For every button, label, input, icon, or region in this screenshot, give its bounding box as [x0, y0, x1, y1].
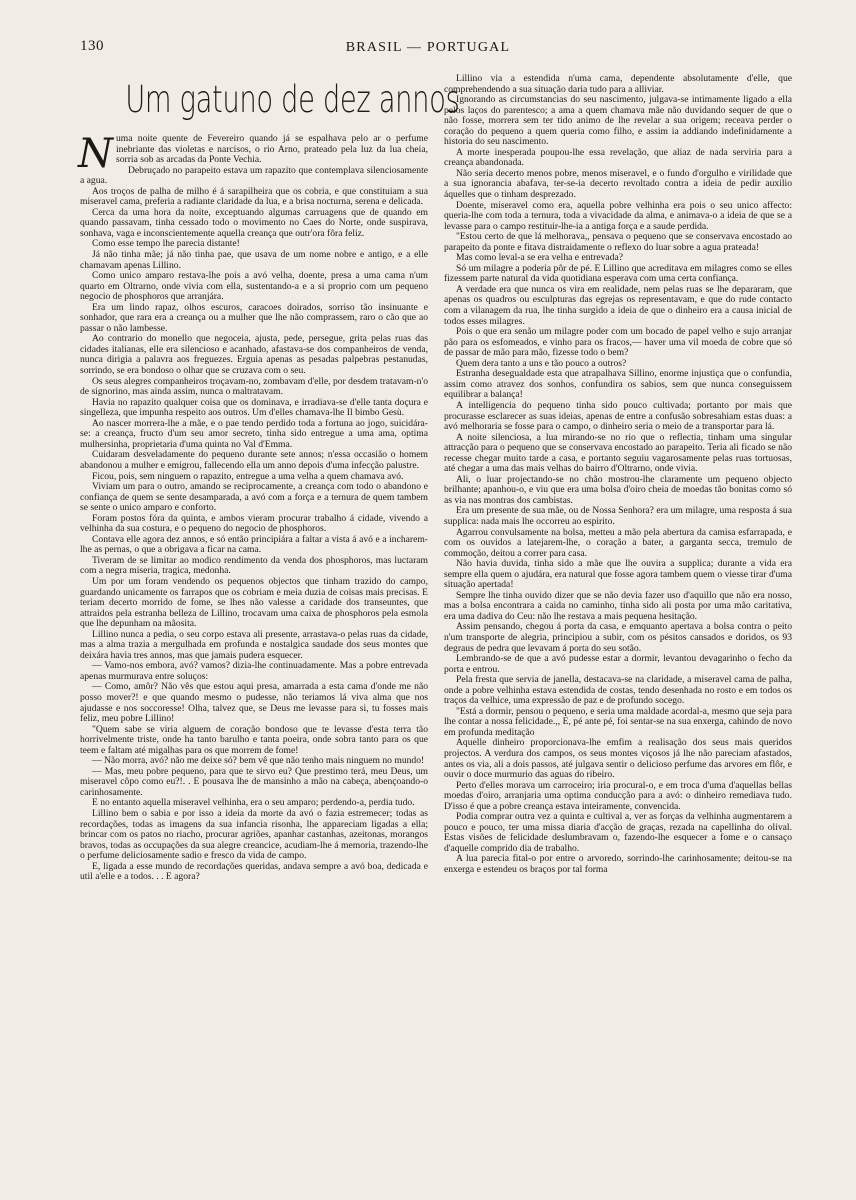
- paragraph-text: Debruçado no parapeito estava um rapazito que contemplava silenciosamente a agua.: [80, 164, 428, 187]
- paragraph: [444, 622, 792, 654]
- paragraph-text: "Está a dormir, pensou o pequeno, e seria uma maldade acordal-a, mesmo que seja para lhe contar a nossa felicidade.,, E, pé ante pé, foi sentar-se na sua enxerga, cahindo de novo em profunda meditação: [444, 705, 792, 738]
- paragraph: [444, 812, 792, 854]
- paragraph: [444, 433, 792, 475]
- paragraph-text: Era um lindo rapaz, olhos escuros, caracoes doirados, sorriso tão insinuante e sonhador, que rara era a creança ou a mulher que lhe não comprassem, raro o cão que ao passar o não lambesse.: [80, 301, 428, 334]
- paragraph-text: A verdade era que nunca os vira em realidade, nem pelas ruas se lhe depararam, que apenas os quadros ou esculpturas das egrejas os representavam, e que do rude contacto com a vilanagem da rua, lhe tinha surgido a ideia de que o dinheiro era a causa inicial de todos esses milagres.: [444, 283, 792, 327]
- paragraph: [444, 475, 792, 507]
- paragraph: [80, 514, 428, 535]
- paragraph: [444, 148, 792, 169]
- paragraph-text: Cuidaram desveladamente do pequeno durante sete annos; n'essa occasião o homem abandonou a mulher e emigrou, fallecendo ella um anno depois d'uma infecção palustre.: [80, 449, 428, 471]
- paragraph-text: A noite silenciosa, a lua mirando-se no rio que o reflectia, tinham uma singular attracção para o pequeno que se conservava encostado ao parapeito. Teria ali ficado se não recesse chegar muito tarde a casa, e portanto seguiu vagarosamente pelas ruas tortuosas, até chegar a uma das mais velhas do bairro d'Oltrarno, onde vivia.: [444, 431, 792, 475]
- paragraph-text: Um por um foram vendendo os pequenos objectos que tinham trazido do campo, guardando unicamente os farrapos que os cobriam e meia duzia de coisas mais precisas. E teriam decerto morrido de fome, se lhes não valesse a caridade dos transeuntes, que attraidos pela estranha belleza de Lillino, trocavam uma caixa de phosphoros pela esmola que lhe depunham na mãosita.: [80, 575, 428, 630]
- paragraph-text: E, ligada a esse mundo de recordações queridas, andava sempre a avó boa, dedicada e util a'elle e a todos. . . E agora?: [80, 860, 428, 883]
- paragraph: [444, 559, 792, 591]
- paragraph: [80, 208, 428, 240]
- paragraph-text: Foram postos fóra da quinta, e ambos vieram procurar trabalho á cidade, vivendo a velhinha da sua costura, e o pequeno do negocio de phosphoros.: [80, 512, 428, 535]
- paragraph: [80, 630, 428, 662]
- paragraph: [444, 591, 792, 623]
- paragraph-text: Pela fresta que servia de janella, destacava-se na claridade, a miseravel cama de palha, onde a pobre velhinha estava estendida de costas, tendo desenhada no rosto e em todos os traços da velhice, uma expressão de paz e de profundo socego.: [444, 674, 792, 707]
- paragraph-text: Doente, miseravel como era, aquella pobre velhinha era pois o seu unico affecto: queria-lhe com toda a ternura, toda a vivacidade da alma, e animava-o a ideia de que se a levasse para o campo restituir-lhe-ia a antiga força e a saude perdida.: [444, 199, 792, 232]
- paragraph-text: — Não morra, avó? não me deixe só? bem vê que não tenho mais ninguem no mundo!: [92, 755, 425, 767]
- paragraph-text: Sempre lhe tinha ouvido dizer que se não devia fazer uso d'aquillo que não era nosso, mas a bolsa encontrara a caida no caminho, tinha sido ali posta por uma mão caritativa, era uma dadiva do Ceu: não lhe restava a mais pequena hesitação.: [444, 589, 792, 622]
- paragraph-text: E no entanto aquella miseravel velhinha, era o seu amparo; perdendo-a, perdia tudo.: [92, 797, 415, 809]
- paragraph: [80, 250, 428, 271]
- paragraph: [80, 419, 428, 451]
- paragraph-text: A lua parecia fital-o por entre o arvoredo, sorrindo-lhe carinhosamente; deitou-se na enxerga e estendeu os braços por tal forma: [444, 853, 792, 876]
- paragraph: [444, 654, 792, 675]
- paragraph-text: Lillino via a estendida n'uma cama, dependente absolutamente d'elle, que comprehendendo a sua situação daria tudo para a alliviar.: [444, 73, 792, 95]
- paragraph: [444, 169, 792, 201]
- paragraph: [80, 450, 428, 471]
- running-title: BRASIL — PORTUGAL: [345, 40, 511, 55]
- paragraph-text: A morte inesperada poupou-lhe essa revelação, que aliaz de nada serviria para a creança abandonada.: [444, 146, 792, 169]
- paragraph-text: Já não tinha mãe; já não tinha pae, que usava de um nome nobre e antigo, e a elle chamavam apenas Lillino.: [80, 249, 428, 271]
- paragraph-text: Assim pensando, chegou á porta da casa, e emquanto apertava a bolsa contra o peito n'um transporte de alegria, principiou a subir, com os pésitos cansados e doridos, os 93 degraus de pedra que levavam á porta do seu sotão.: [444, 621, 792, 654]
- paragraph: [444, 95, 792, 148]
- paragraph: [80, 577, 428, 630]
- paragraph: [80, 398, 428, 419]
- paragraph: [80, 661, 428, 682]
- paragraph-text: Cerca da uma hora da noite, exceptuando algumas carruagens que de quando em quando passavam, tinha cessado todo o movimento no Caes do Norte, onde suspirava, sonhava, vaga e inconscientemente aquella creança que outr'ora fôra feliz.: [80, 206, 428, 239]
- paragraph: [80, 556, 428, 577]
- paragraph-text: A intelligencia do pequeno tinha sido pouco cultivada; portanto por mais que procurasse esclarecer as suas ideias, apenas de entre a confusão sobresahiam estas duas: a avó melhoraria se fosse para o campo, o dinheiro seria o meio de a transportar para lá.: [444, 399, 792, 433]
- paragraph-text: Lembrando-se de que a avó pudesse estar a dormir, levantou devagarinho o fecho da porta e entrou.: [444, 653, 792, 675]
- paragraph: [444, 738, 792, 780]
- paragraph-text: Ali, o luar projectando-se no chão mostrou-lhe claramente um pequeno objecto brilhante; apanhou-o, e viu que era uma bolsa d'oiro cheia de moedas tão bonitas como só as via nas montras dos cambistas.: [444, 473, 792, 506]
- right-column: [444, 74, 792, 876]
- paragraph: [444, 74, 792, 95]
- paragraph: [80, 482, 428, 514]
- paragraph-text: — Como, amôr? Não vês que estou aqui presa, amarrada a esta cama d'onde me não posso mover?! e que quando mesmo o pudesse, não teriamos lá viva alma que nos ajudasse e nos soccoresse! Olha, talvez que, se Deus me levasse para si, tu fosses mais feliz, meu pobre Lillino!: [80, 681, 428, 725]
- paragraph: [444, 401, 792, 433]
- paragraph-text: "Quem sabe se viria alguem de coração bondoso que te levasse d'esta terra tão horrivelmente triste, onde ha tanto barulho e tanta poeira, onde sobra tanto para os que teem e faltam até migalhas para os que morrem de fome!: [80, 723, 428, 756]
- paragraph: [80, 809, 428, 862]
- paragraph: [80, 187, 428, 208]
- paragraph-text: Não havia duvida, tinha sido a mãe que lhe ouvira a supplica; durante a vida era sempre ella quem o ajudára, era natural que fosse agora tambem quem o viesse tirar d'uma situação apertada!: [444, 558, 792, 591]
- paragraph-text: uma noite quente de Fevereiro quando já se espalhava pelo ar o perfume inebriante das violetas e narcisos, o rio Arno, prateado pela luz da lua cheia, sorria sob as arcadas da Ponte Vechia.: [116, 133, 428, 166]
- left-column: [78, 74, 460, 883]
- right-column-body: [444, 74, 792, 876]
- paragraph-text: Só um milagre a poderia pôr de pé. E Lillino que acreditava em milagres como se elles fizessem parte natural da vida quotidiana esperava com uma certa confiança.: [444, 262, 792, 285]
- paragraph: [444, 854, 792, 875]
- article-title: Um gatuno de dez annos: [125, 78, 460, 121]
- paragraph-text: Os seus alegres companheiros troçavam-no, zombavam d'elle, por desdem tratavam-n'o de signorino, mas ainda assim, nunca o maltratavam.: [80, 375, 428, 398]
- paragraph-text: Agarrou convulsamente na bolsa, metteu a mão pela abertura da camisa esfarrapada, e com os ouvidos a latejarem-lhe, o coração a bater, a garganta secca, tremulo de commoção, deitou a correr para casa.: [444, 526, 792, 559]
- paragraph-text: Quem dera tanto a uns e tão pouco a outros?: [456, 357, 627, 369]
- paragraph: [444, 232, 792, 253]
- paragraph-text: Podia comprar outra vez a quinta e cultival a, ver as forças da velhinha augmentarem a pouco e pouco, ter uma missa diaria d'acção de graças, rezada na capellinha do olival. Estas visões de felicidade deslumbravam o, fazendo-lhe esquecer a fome e o cansaço d'aquelle comprido dia de trabalho.: [444, 811, 792, 854]
- paragraph-text: Contava elle agora dez annos, e só então principiára a faltar a vista á avó e a incharem-lhe as pernas, o que a obrigava a ficar na cama.: [80, 533, 428, 556]
- paragraph: [444, 327, 792, 359]
- paragraph-text: Não seria decerto menos pobre, menos miseravel, e o fundo d'orgulho e virilidade que a sua ignorancia abafava, ter-se-ia decerto revoltado contra a ideia de pedir auxilio áquelles que o tinham desprezado.: [444, 167, 792, 201]
- paragraph-text: Perto d'elles morava um carroceiro; iria procural-o, e em troca d'uma d'aquellas bellas moedas d'oiro, arranjaria uma optima conducção para a avó: o dinheiro remediava tudo. D'isso é que a pobre creança estava inteiramente, convencida.: [444, 779, 792, 812]
- paragraph-text: Lillino bem o sabia e por isso a ideia da morte da avó o fazia estremecer; todas as recordações, todas as imagens da sua infancia risonha, lhe appareciam ligadas a ella; brincar com os patos no riacho, procurar agriões, apanhar castanhas, azeitonas, morangos bravos, todas as occupações da sua alegre creancice, acudiam-lhe á memoria, trazendo-lhe o perfume deliciosamente sadio e fresco da vida de campo.: [80, 808, 428, 862]
- paragraph: [444, 201, 792, 233]
- paragraph: [80, 271, 428, 303]
- paragraph: [80, 767, 428, 799]
- paragraph-text: Aquelle dinheiro proporcionava-lhe emfim a realisação dos seus mais queridos projectos. A verdura dos campos, os seus montes viçosos já lhe não pareciam afastados, antes os via, ali a dois passos, até julgava sentir o delicioso perfume das arvores em flôr, e ouvir o doce murmurio das aguas do ribeiro.: [444, 737, 792, 781]
- paragraph-text: Ao contrario do monello que negoceia, ajusta, pede, persegue, grita pelas ruas das cidades italianas, elle era silencioso e acanhado, afastava-se dos companheiros de venda, nunca dirigia a palavra aos freguezes. Erguia apenas as pesadas palpebras pestanudas, sorrindo, se era bondoso o olhar que se cruzava com o seu.: [80, 333, 428, 377]
- paragraph-text: Ignorando as circumstancias do seu nascimento, julgava-se intimamente ligado a ella pelos laços do parentesco; a ama a quem chamava mãe não duvidando sequer de que o não fosse, morrera sem ter tido animo de lhe revelar a sua origem; receava perder o coração do pequeno a quem queria como filho, e assim ia addiando indefinidamente a historia do seu nascimento.: [444, 94, 792, 148]
- paragraph: [444, 264, 792, 285]
- paragraph: [80, 535, 428, 556]
- paragraph: [80, 303, 428, 335]
- paragraph-text: Como unico amparo restava-lhe pois a avó velha, doente, presa a uma cama n'um quarto em Oltrarno, onde vivia com ella, sustentando-a e a si proprio com um pequeno negocio de phosphoros que arranjára.: [80, 270, 428, 303]
- paragraph-text: Ao nascer morrera-lhe a mãe, e o pae tendo perdido toda a fortuna ao jogo, suicidára-se: a creança, fructo d'um seu amor secreto, tinha sido entregue a uma ama, optima mulhersinha, proprietaria d'uma quinta no Val d'Emma.: [80, 417, 428, 450]
- paragraph-text: Tiveram de se limitar ao modico rendimento da venda dos phosphoros, mas luctaram com a negra miseria, tragica, medonha.: [80, 554, 428, 577]
- paragraph-text: Lillino nunca a pedia, o seu corpo estava ali presente, arrastava-o pelas ruas da cidade, mas a alma trazia a mergulhada em profunda e nostalgica saudade dos seus montes que deixára havia tres annos, mas que jamais pudera esquecer.: [80, 628, 428, 661]
- paragraph-text: Aos troços de palha de milho é á sarapilheira que os cobria, e que constituiam a sua miseravel cama, preferia a radiante claridade da lua, e a brisa nocturna, serena e delicada.: [80, 185, 428, 208]
- paragraph-text: — Mas, meu pobre pequeno, para que te sirvo eu? Que prestimo terá, meu Deus, um miseravel côpo como eu?!. . E pousava lhe de mansinho a mão na cabeça, abençoando-o carinhosamente.: [80, 765, 428, 798]
- page-number: 130: [80, 38, 104, 54]
- paragraph-text: Estranha desegualdade esta que atrapalhava Sillino, enorme injustiça que o confundia, assim como atravez dos sonhos, confundira os sabios, sem que nunca conseguissem equilibrar a balança!: [444, 368, 792, 401]
- paragraph: [80, 166, 428, 187]
- paragraph: [80, 334, 428, 376]
- paragraph: [444, 285, 792, 327]
- paragraph: [444, 707, 792, 739]
- paragraph-text: Havia no rapazito qualquer coisa que os dominava, e irradiava-se d'elle tanta doçura e singelleza, que impunha respeito aos outros. Um d'elles chamava-lhe Il bimbo Gesù.: [80, 396, 428, 419]
- paragraph-text: Como esse tempo lhe parecia distante!: [92, 238, 240, 250]
- paragraph-text: Pois o que era senão um milagre poder com um bocado de papel velho e sujo arranjar pão para os esfomeados, e vinho para os fracos,— haver uma vil moeda de cobre que só de passar de mão para mão, fizesse todo o bem?: [444, 326, 792, 359]
- paragraph: [444, 781, 792, 813]
- drop-cap: N: [78, 131, 113, 177]
- paragraph-text: Viviam um para o outro, amando se reciprocamente, a creança com todo o abandono e confiança de quem se sente desamparada, a avó com a força e a ternura de quem tambem se sente o unico amparo e conforto.: [80, 481, 428, 514]
- paragraph: [444, 528, 792, 560]
- left-column-body: [78, 131, 428, 883]
- paragraph-text: Era um presente de sua mãe, ou de Nossa Senhora? era um milagre, uma resposta á sua supplica: nada mais lhe occorreu ao espirito.: [444, 505, 792, 527]
- paragraph-text: Mas como leval-a se era velha e entrevada?: [456, 252, 624, 264]
- paragraph: [444, 675, 792, 707]
- paragraph: [80, 377, 428, 398]
- paragraph-text: Ficou, pois, sem ninguem o rapazito, entregue a uma velha a quem chamava avó.: [92, 470, 404, 482]
- paragraph: [444, 506, 792, 527]
- paragraph: [80, 682, 428, 724]
- paragraph-text: "Estou certo de que lá melhorava,, pensava o pequeno que se conservava encostado ao parapeito da ponte e fitava distraidamente o reflexo do luar sobre a agua prateada!: [444, 231, 792, 253]
- paragraph-text: — Vamo-nos embora, avó? vamos? dizia-lhe continuadamente. Mas a pobre entrevada apenas murmurava entre soluços:: [80, 660, 428, 682]
- paragraph: [80, 862, 428, 883]
- paragraph: [80, 725, 428, 757]
- paragraph: [444, 369, 792, 401]
